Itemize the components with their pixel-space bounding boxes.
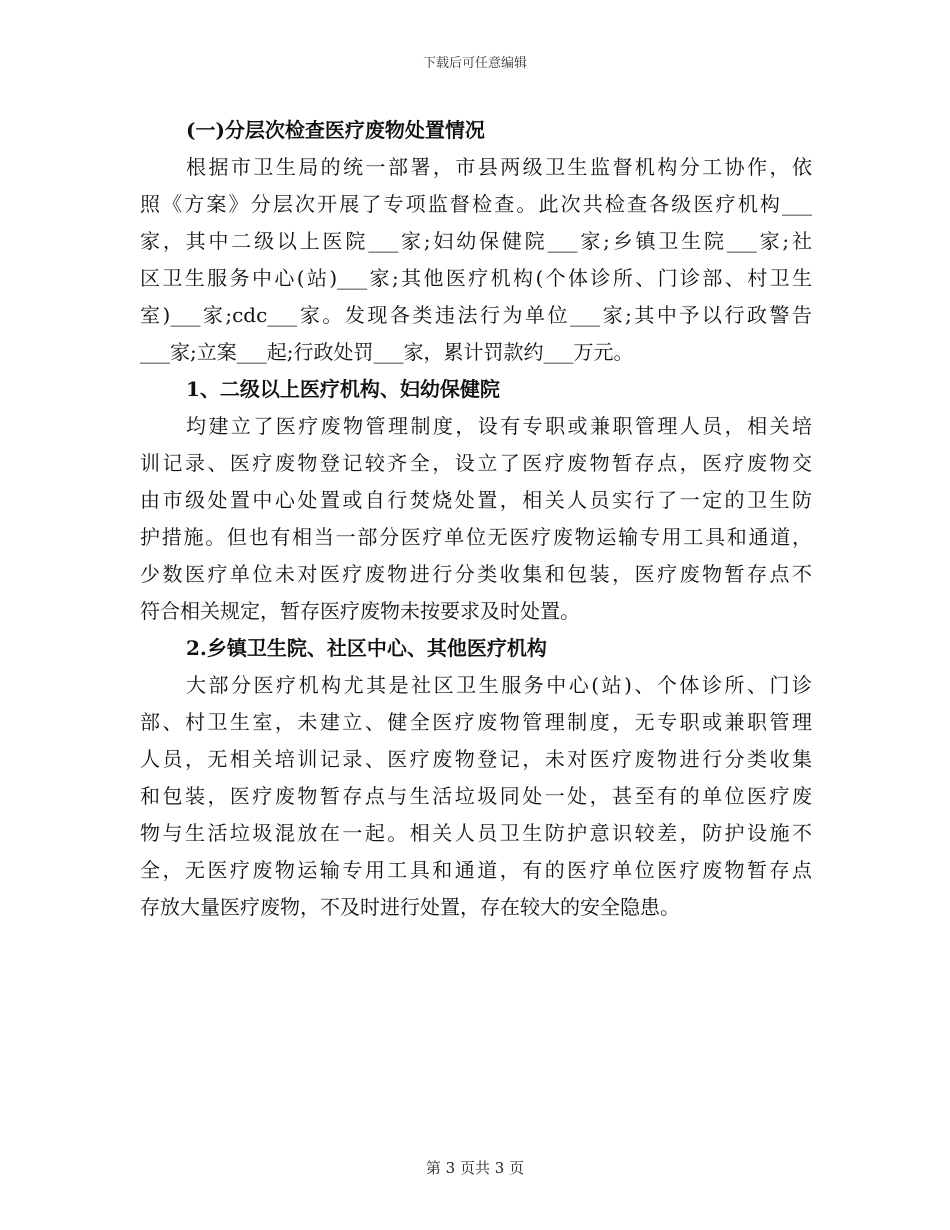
paragraph-line: 家，其中二级以上医院___家;妇幼保健院___家;乡镇卫生院___家;社: [140, 229, 812, 253]
paragraph-line: ___家;立案___起;行政处罚___家，累计罚款约___万元。: [140, 340, 634, 364]
paragraph-line: 照《方案》分层次开展了专项监督检查。此次共检查各级医疗机构___: [140, 192, 812, 216]
paragraph-line: 室)___家;cdc___家。发现各类违法行为单位___家;其中予以行政警告: [140, 303, 812, 327]
paragraph-line: 和包装，医疗废物暂存点与生活垃圾同处一处，甚至有的单位医疗废: [140, 784, 812, 808]
paragraph-line: 区卫生服务中心(站)___家;其他医疗机构(个体诊所、门诊部、村卫生: [140, 266, 812, 290]
paragraph-line: 均建立了医疗废物管理制度，设有专职或兼职管理人员，相关培: [186, 414, 812, 438]
section-heading-2: 1、二级以上医疗机构、妇幼保健院: [186, 377, 500, 401]
paragraph-line: 根据市卫生局的统一部署，市县两级卫生监督机构分工协作，依: [186, 155, 812, 179]
paragraph-line: 符合相关规定，暂存医疗废物未按要求及时处置。: [140, 599, 580, 623]
paragraph-line: 大部分医疗机构尤其是社区卫生服务中心(站)、个体诊所、门诊: [186, 673, 812, 697]
section-heading-3: 2.乡镇卫生院、社区中心、其他医疗机构: [186, 636, 547, 660]
paragraph-line: 护措施。但也有相当一部分医疗单位无医疗废物运输专用工具和通道，: [140, 525, 812, 549]
paragraph-line: 部、村卫生室，未建立、健全医疗废物管理制度，无专职或兼职管理: [140, 710, 812, 734]
section-heading-1: (一)分层次检查医疗废物处置情况: [186, 118, 485, 142]
paragraph-line: 训记录、医疗废物登记较齐全，设立了医疗废物暂存点，医疗废物交: [140, 451, 812, 475]
paragraph-line: 由市级处置中心处置或自行焚烧处置，相关人员实行了一定的卫生防: [140, 488, 812, 512]
paragraph-line: 物与生活垃圾混放在一起。相关人员卫生防护意识较差，防护设施不: [140, 821, 812, 845]
paragraph-line: 人员，无相关培训记录、医疗废物登记，未对医疗废物进行分类收集: [140, 747, 812, 771]
paragraph-line: 少数医疗单位未对医疗废物进行分类收集和包装，医疗废物暂存点不: [140, 562, 812, 586]
page-header: 下载后可任意编辑: [422, 56, 527, 71]
paragraph-line: 全，无医疗废物运输专用工具和通道，有的医疗单位医疗废物暂存点: [140, 858, 812, 882]
document-body: [140, 112, 812, 926]
page-footer: 第 3 页共 3 页: [425, 1159, 525, 1177]
paragraph-line: 存放大量医疗废物，不及时进行处置，存在较大的安全隐患。: [140, 895, 680, 919]
